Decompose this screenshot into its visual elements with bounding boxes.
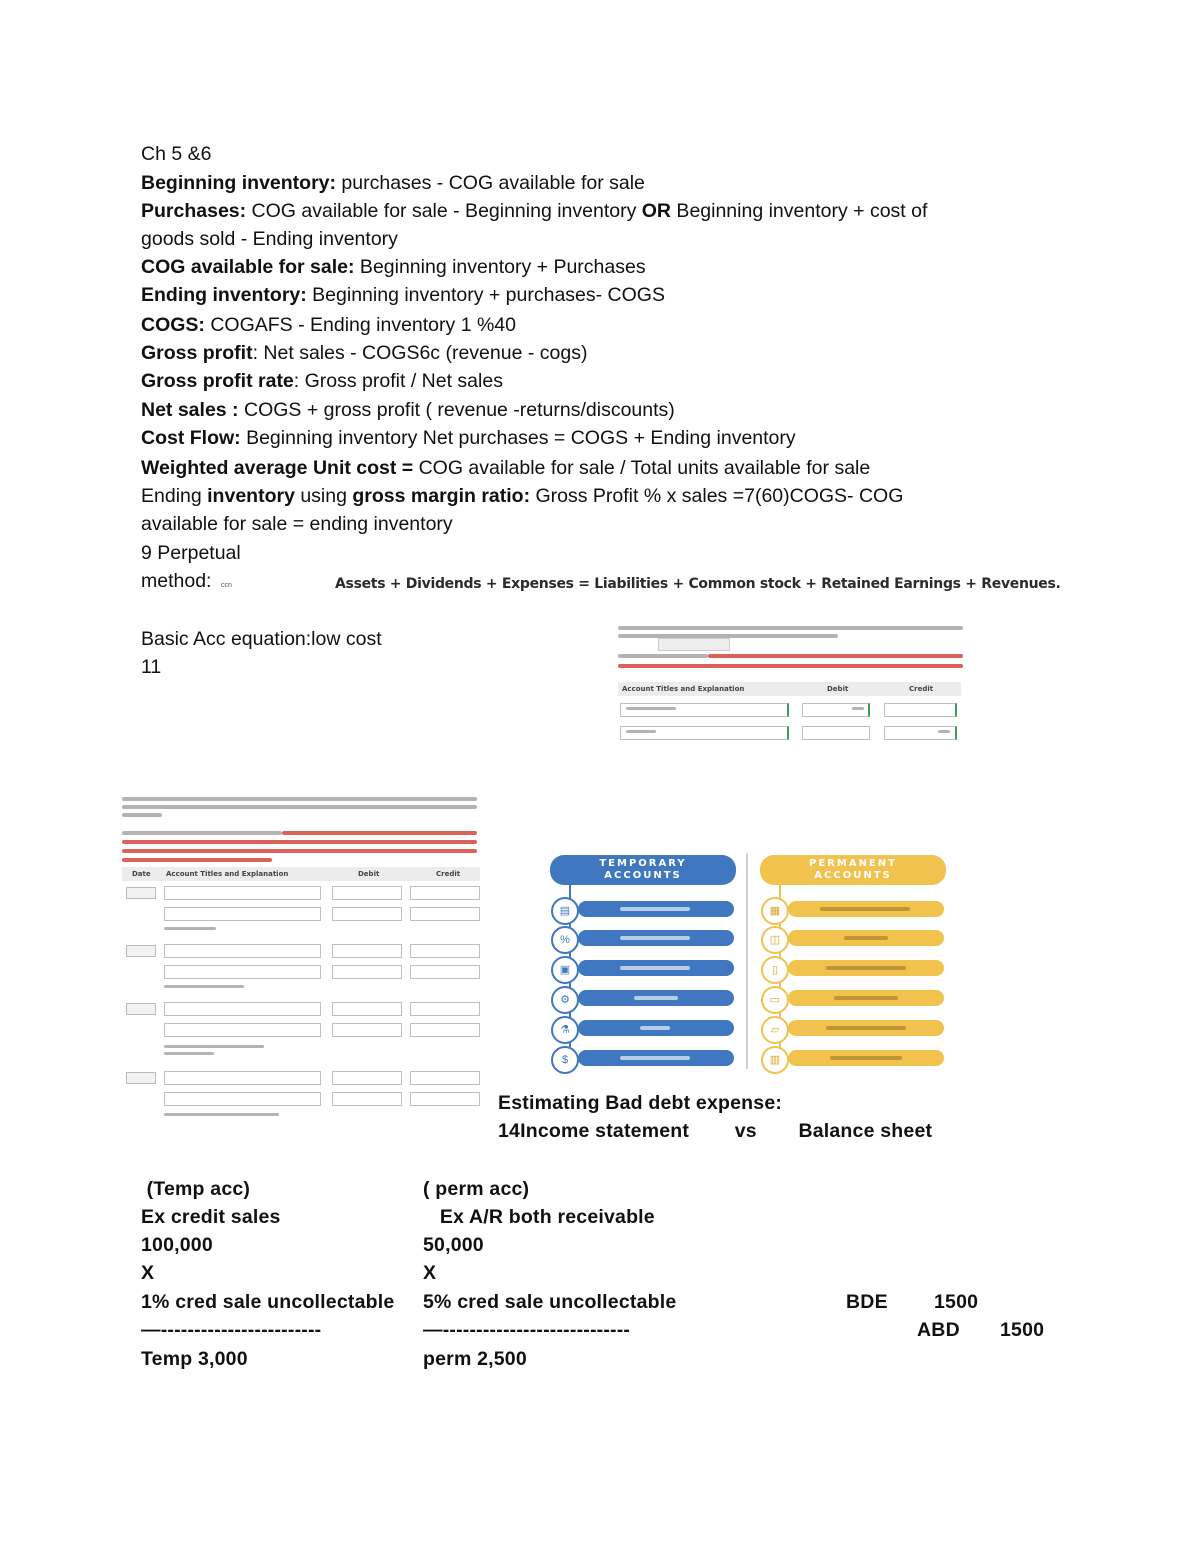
bde-value: 1500 [934, 1291, 979, 1313]
term-label: Gross profit rate [141, 370, 294, 392]
perm-result: perm 2,500 [423, 1348, 527, 1370]
term-definition: Beginning inventory + cost of [671, 200, 928, 222]
method-small-text: ccn [221, 582, 232, 589]
note-gross-profit-rate [141, 367, 503, 395]
document-icon: ▤ [559, 905, 571, 917]
temp-acc-label: (Temp acc) [141, 1178, 251, 1200]
term-definition: Gross Profit % x sales =7(60)COGS- COG [530, 485, 904, 507]
term-text: using [294, 485, 353, 507]
note-perpetual: 9 Perpetual [141, 542, 241, 564]
term-label: Cost Flow: [141, 427, 241, 449]
receivable-percent: 5% cred sale uncollectable [423, 1291, 677, 1313]
term-label: COGS: [141, 314, 205, 336]
term-label: inventory [207, 485, 295, 507]
term-definition: : Net sales - COGS6c (revenue - cogs) [252, 342, 588, 364]
note-cogs [141, 311, 516, 339]
bad-debt-subheading [498, 1117, 932, 1146]
box-icon: ◫ [769, 934, 781, 946]
term-definition: Beginning inventory + Purchases [354, 256, 646, 278]
bde-label: BDE [846, 1291, 888, 1313]
term-label: Net sales : [141, 399, 239, 421]
note-cog-available [141, 253, 646, 281]
or-label: OR [641, 200, 672, 222]
credit-sales-label: Ex credit sales [141, 1206, 281, 1228]
bad-debt-heading: Estimating Bad debt expense: [498, 1092, 783, 1114]
bar-chart-icon: ▥ [769, 1054, 781, 1066]
invoice-icon: ▯ [771, 964, 779, 976]
temp-result: Temp 3,000 [141, 1348, 248, 1370]
term-definition: COG available for sale - Beginning inventory [246, 200, 642, 222]
perm-acc-label: ( perm acc) [423, 1178, 530, 1200]
term-label: Gross profit [141, 342, 253, 364]
term-text: Ending [141, 485, 208, 507]
column-header-debit: Debit [358, 870, 380, 878]
accounting-equation: Assets + Dividends + Expenses = Liabilities + Common stock + Retained Earnings + Revenues. [335, 576, 1061, 592]
permanent-accounts-header [760, 855, 946, 885]
column-header-account: Account Titles and Explanation [166, 870, 289, 878]
multiply-sign: X [141, 1262, 155, 1284]
note-method: method: [141, 570, 212, 592]
note-gross-profit [141, 339, 587, 367]
column-header-date: Date [132, 870, 151, 878]
term-definition: purchases - COG available for sale [336, 172, 645, 194]
note-ending-inventory [141, 281, 665, 309]
calculator-icon: ▦ [769, 905, 781, 917]
column-header-debit: Debit [827, 685, 849, 693]
temporary-accounts-title: TEMPORARY ACCOUNTS [599, 858, 687, 881]
multiply-sign: X [423, 1262, 437, 1284]
temporary-accounts-header [550, 855, 736, 885]
column-header-credit: Credit [909, 685, 934, 693]
receivable-label: Ex A/R both receivable [423, 1206, 655, 1228]
divider-line: —---------------------------- [423, 1319, 631, 1341]
note-weighted-average [141, 454, 870, 482]
abd-value: 1500 [1000, 1319, 1045, 1341]
note-beginning-inventory [141, 169, 645, 197]
basic-equation: Basic Acc equation:low cost [141, 628, 382, 650]
discount-icon: % [560, 934, 570, 946]
permanent-accounts-title: PERMANENT ACCOUNTS [809, 858, 897, 881]
note-net-sales [141, 396, 675, 424]
term-definition: Beginning inventory + purchases- COGS [306, 284, 665, 306]
term-definition: COGAFS - Ending inventory 1 %40 [204, 314, 516, 336]
vs-label: vs [734, 1120, 757, 1142]
term-label: Beginning inventory: [141, 172, 336, 194]
note-purchases [141, 197, 927, 225]
bill-icon: ▭ [769, 994, 781, 1006]
term-label: Weighted average Unit cost = [141, 457, 414, 479]
term-definition: COG available for sale / Total units available for sale [413, 457, 871, 479]
notes-title: Ch 5 &6 [141, 143, 212, 165]
note-gross-margin-cont: available for sale = ending inventory [141, 513, 453, 535]
divider-line: —------------------------ [141, 1319, 322, 1341]
abd-label: ABD [917, 1319, 960, 1341]
term-label: COG available for sale: [141, 256, 355, 278]
money-icon: $ [561, 1054, 569, 1066]
folder-icon: ▱ [770, 1024, 780, 1036]
column-header-account: Account Titles and Explanation [622, 685, 745, 693]
journal-entry-screenshot-large [118, 793, 484, 1123]
note-cost-flow [141, 424, 796, 452]
accounts-infographic [548, 853, 948, 1071]
term-label: Ending inventory: [141, 284, 307, 306]
term-definition: COGS + gross profit ( revenue -returns/discounts) [238, 399, 675, 421]
flask-icon: ⚗ [560, 1024, 570, 1036]
income-statement-label: 14Income statement [498, 1120, 690, 1142]
basic-equation-number: 11 [141, 656, 162, 678]
term-label: Purchases: [141, 200, 247, 222]
receivable-value: 50,000 [423, 1234, 484, 1256]
term-definition: : Gross profit / Net sales [293, 370, 503, 392]
note-gross-margin [141, 482, 903, 510]
journal-entry-screenshot-small [612, 620, 972, 745]
balance-sheet-label: Balance sheet [798, 1120, 933, 1142]
note-purchases-cont: goods sold - Ending inventory [141, 228, 398, 250]
return-box-icon: ▣ [559, 964, 571, 976]
term-definition: Beginning inventory Net purchases = COGS + Ending inventory [240, 427, 796, 449]
gear-icon: ⚙ [560, 994, 570, 1006]
term-label: gross margin ratio: [352, 485, 531, 507]
credit-sales-value: 100,000 [141, 1234, 213, 1256]
column-header-credit: Credit [436, 870, 461, 878]
credit-sale-percent: 1% cred sale uncollectable [141, 1291, 395, 1313]
